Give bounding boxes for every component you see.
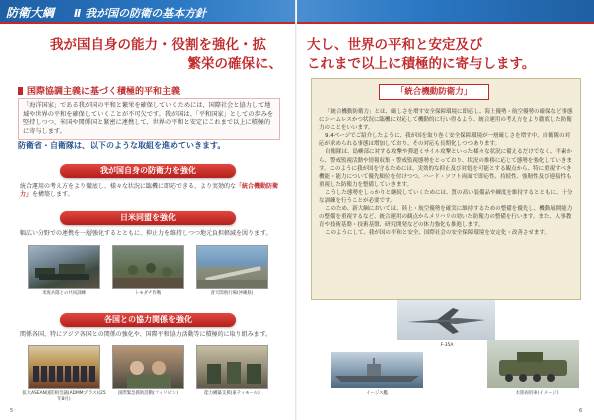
section-heading: 国際協調主義に基づく積極的平和主義 bbox=[18, 84, 280, 99]
header-section: Ⅱ 我が国の防衛の基本方針 bbox=[74, 7, 207, 20]
photo-philippines bbox=[112, 345, 184, 389]
caption-f35a: F-35A bbox=[440, 343, 454, 348]
para-defense-capability bbox=[20, 183, 282, 200]
f35a-image bbox=[397, 300, 495, 340]
futenma-image bbox=[197, 246, 268, 289]
photo-joint-training bbox=[28, 245, 100, 289]
caption-joint-training: 米海兵隊との共同訓練 bbox=[42, 291, 86, 296]
headline-left bbox=[22, 36, 294, 74]
pill-alliance: 日米同盟を強化 bbox=[60, 211, 236, 225]
photo-admm bbox=[28, 345, 100, 389]
aegis-image bbox=[331, 352, 423, 388]
page-header bbox=[0, 0, 297, 24]
para-international: 関係各国、特にアジア各国との関係の強化や、国際平和協力活動等に積極的に取り組みます。 bbox=[20, 331, 272, 338]
philippines-image bbox=[113, 346, 184, 389]
timor-image bbox=[197, 346, 268, 389]
page-number-left: 5 bbox=[10, 408, 14, 414]
concept-paragraph: このため、新大綱においては、陸上・航空優勢を確実に維持するための整備を優先し、機動展開能力の整備を重視するなど、統合運用の観点からメリハリの効いた防衛力の整備を行います。また、人事教育や技術基盤・技術基盤、研究開発などの体力強化も推進します。 bbox=[319, 206, 573, 229]
caption-timor: 能力構築支援(東ティモール) bbox=[204, 391, 260, 396]
concept-paragraph: 9.4ページでご紹介したように、我が国を取り巻く安全保障環境が一層厳しさを増す中、自衛隊の対応が求められる事態は増加しており、その対応も長期化しつつあります。 bbox=[319, 133, 571, 148]
headline-line-2: 繁栄の確保に、 bbox=[187, 56, 282, 72]
caption-tomodachi: トモダチ作戦 bbox=[134, 291, 162, 296]
joint-training-image bbox=[29, 246, 100, 289]
photo-aegis bbox=[331, 352, 423, 388]
concept-paragraph: こうした態勢をしっかりと継続していくためには、質の高い装備品や練度を維持するとともに、十分な訓練を行うことが必要です。 bbox=[319, 189, 573, 205]
admm-image bbox=[29, 346, 100, 389]
tomodachi-image bbox=[113, 246, 184, 289]
caption-futenma: 普天間飛行場(沖縄県) bbox=[210, 291, 254, 296]
photo-f35a bbox=[397, 300, 495, 340]
intro-text: 「海洋国家」である我が国の平和と繁栄を確保していくためには、国際社会と協力して地域や世界の平和を確保していくことが不可欠です。我が国は、「平和国家」としての歩みを堅持しつつ、米国や関係国と緊密に連携して、世界の平和と安定にこれまで以上に積極的に寄与します。 bbox=[18, 98, 280, 140]
photo-timor bbox=[196, 345, 268, 389]
headline-right bbox=[307, 36, 589, 74]
concept-paragraph: 「統合機動防衛力」とは、厳しさを増す安全保障環境に即応し、海上優勢・航空優勢の確保など事態にシームレスかつ状況に臨機に対応して機動的に行い得るよう、統合運用の考え方をより徹底した防衛力のことをいいます。 bbox=[319, 109, 573, 132]
pill-international: 各国との協力関係を強化 bbox=[60, 313, 236, 327]
right-page bbox=[297, 0, 594, 420]
right-page-header bbox=[297, 0, 594, 24]
para1-text-a: 統合運用の考え方をより徹底し、様々な状況に臨機に即応できる、より実効的な bbox=[20, 183, 237, 190]
para1-text-b: を構築します。 bbox=[32, 191, 74, 199]
photo-tomodachi bbox=[112, 245, 184, 289]
subheading: 防衛省・自衛隊は、以下のような取組を進めていきます。 bbox=[18, 141, 226, 150]
header-title: 防衛大綱 bbox=[6, 6, 55, 20]
concept-paragraph: このようにして、我が国の平和と安全、国際社会の安全保障環境を安定化・改善させます。 bbox=[325, 230, 550, 237]
page-number-right: 6 bbox=[579, 408, 583, 414]
headline-right-line-1: 大し、世界の平和と安定及び bbox=[307, 37, 483, 53]
pill-defense-capability: 我が国自身の防衛力を強化 bbox=[60, 164, 236, 178]
headline-line-1: 我が国自身の能力・役割を強化・拡 bbox=[50, 37, 266, 53]
photo-futenma bbox=[196, 245, 268, 289]
concept-box-body bbox=[319, 108, 573, 238]
caption-aegis: イージス艦 bbox=[366, 391, 388, 396]
photo-amphibious bbox=[487, 340, 579, 388]
concept-box-title: 「統合機動防衛力」 bbox=[379, 84, 489, 100]
concept-paragraph: 自衛隊は、島嶼部に対する攻撃や弾道ミサイル攻撃といった様々な状況に備えるだけでなく、平素から、警戒監視活動や情報収集・警戒監視態勢をとっており、状況の推移に応じて態勢を強化していきます。このように我が国を守るためには、実効的な抑止及び対処を可能とする観点から、特に重視すべき機能・能力について優先順位を付けつつ、ハード・ソフト両面で即応性、持続性、強靭性及び連接性も重視した防衛力を整備していきます。 bbox=[319, 149, 573, 188]
amphibious-image bbox=[487, 340, 579, 388]
caption-amphibious: 水陸両用車(イメージ) bbox=[515, 391, 559, 396]
caption-admm: 拡大ASEAN国防相会議(ADMMプラス)(25年8月) bbox=[22, 391, 106, 402]
caption-philippines: 国際緊急援助活動(フィリピン) bbox=[117, 391, 179, 396]
para-alliance: 幅広い分野での連携を一層強化するとともに、抑止力を維持しつつ地元負担軽減を図ります。 bbox=[20, 230, 272, 237]
headline-right-line-2: これまで以上に積極的に寄与します。 bbox=[307, 56, 536, 72]
para1-emphasis: 「統合機動防衛力」 bbox=[20, 183, 279, 199]
